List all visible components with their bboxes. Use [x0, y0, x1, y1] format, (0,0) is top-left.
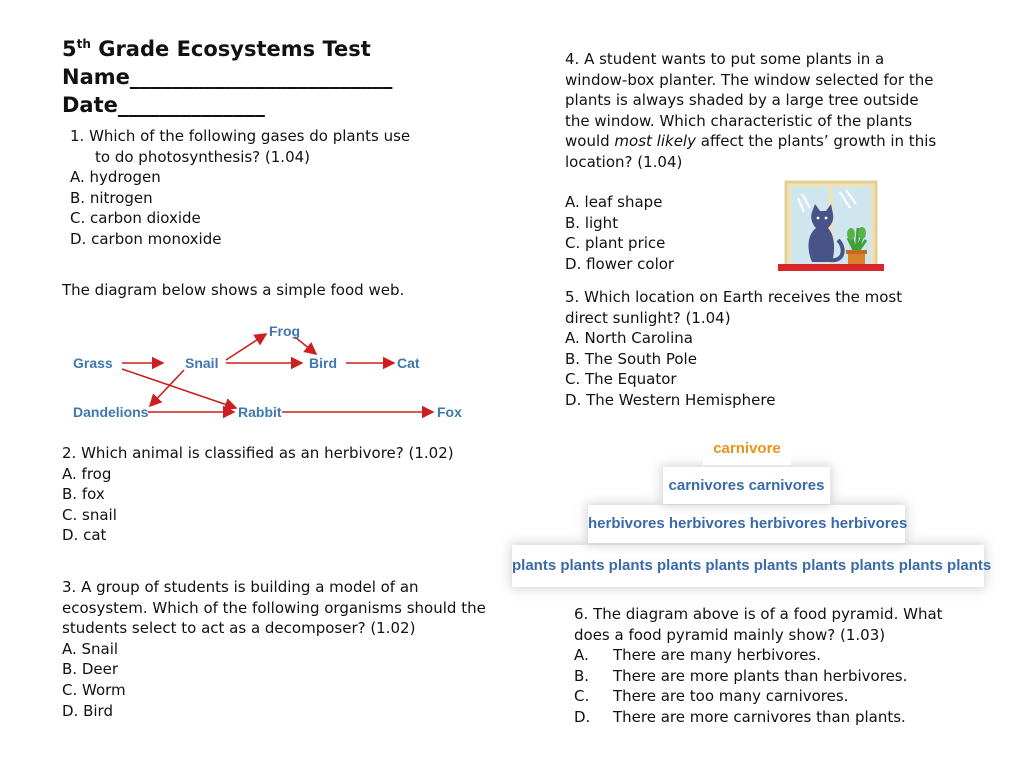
q6-option-a[interactable]: A. There are many herbivores. — [574, 646, 822, 665]
q5-option-d[interactable]: D. The Western Hemisphere — [565, 390, 776, 409]
q2-option-d[interactable]: D. cat — [62, 526, 107, 545]
q6-option-d[interactable]: D. There are more carnivores than plants. — [574, 707, 906, 726]
q5-stem-line1: 5. Which location on Earth receives the most — [565, 288, 903, 306]
q4-stem-line5: would most likely affect the plants’ growth in this — [565, 132, 937, 151]
q6-option-c[interactable]: C. There are too many carnivores. — [574, 687, 849, 706]
q3-option-b[interactable]: B. Deer — [62, 660, 119, 679]
food-pyramid — [512, 430, 992, 590]
q3-option-d[interactable]: D. Bird — [62, 701, 113, 720]
q3-stem-line1: 3. A group of students is building a model of an — [62, 578, 419, 596]
q5-option-c[interactable]: C. The Equator — [565, 370, 677, 389]
q1-options — [70, 167, 221, 249]
q2-stem: 2. Which animal is classified as an herbivore? (1.02) — [62, 444, 454, 462]
q1-option-b[interactable]: B. nitrogen — [70, 188, 153, 207]
question-5 — [565, 287, 902, 411]
cat-window-image — [776, 178, 886, 274]
name-field-line[interactable]: Name_________________________ — [62, 65, 393, 89]
arrow-frog-bird — [295, 337, 316, 354]
q5-option-a[interactable]: A. North Carolina — [565, 329, 693, 348]
q2-option-c[interactable]: C. snail — [62, 505, 117, 524]
node-dandelions: Dandelions — [73, 404, 149, 420]
question-1 — [70, 126, 410, 167]
q1-stem-line1: 1. Which of the following gases do plants use — [70, 127, 411, 145]
q1-option-d[interactable]: D. carbon monoxide — [70, 229, 222, 248]
q4-option-c[interactable]: C. plant price — [565, 234, 666, 253]
q4-stem-line3: plants is always shaded by a large tree outside — [565, 91, 919, 110]
node-cat: Cat — [397, 355, 420, 371]
food-web-diagram — [60, 318, 480, 428]
q4-option-a[interactable]: A. leaf shape — [565, 193, 663, 211]
q1-option-c[interactable]: C. carbon dioxide — [70, 209, 201, 228]
node-grass: Grass — [73, 355, 113, 371]
q3-option-a[interactable]: A. Snail — [62, 639, 119, 658]
q5-option-b[interactable]: B. The South Pole — [565, 349, 697, 368]
node-snail: Snail — [185, 355, 219, 371]
q2-option-b[interactable]: B. fox — [62, 485, 105, 504]
node-rabbit: Rabbit — [238, 404, 282, 420]
test-header — [62, 30, 392, 119]
node-bird: Bird — [309, 355, 337, 371]
q4-stem-line4: the window. Which characteristic of the plants — [565, 111, 913, 130]
food-web-intro: The diagram below shows a simple food web. — [62, 281, 405, 299]
test-title: 5th Grade Ecosystems Test — [62, 37, 371, 61]
question-2 — [62, 443, 454, 546]
q4-stem-line6: location? (1.04) — [565, 152, 683, 171]
arrow-snail-frog — [226, 334, 266, 360]
q4-option-b[interactable]: B. light — [565, 213, 619, 232]
q6-stem-line2: does a food pyramid mainly show? (1.03) — [574, 625, 886, 644]
date-field-line[interactable]: Date______________ — [62, 93, 265, 117]
q6-option-b[interactable]: B. There are more plants than herbivores. — [574, 666, 908, 685]
pyramid-level-herbivores: herbivores herbivores herbivores herbivores — [588, 505, 905, 543]
q2-option-a[interactable]: A. frog — [62, 464, 112, 483]
question-3 — [62, 577, 486, 721]
q1-stem-line2: to do photosynthesis? (1.04) — [95, 147, 311, 166]
q3-option-c[interactable]: C. Worm — [62, 680, 126, 699]
q6-stem-line1: 6. The diagram above is of a food pyramid. What — [574, 605, 943, 623]
q4-option-d[interactable]: D. flower color — [565, 254, 675, 273]
node-fox: Fox — [437, 404, 462, 420]
pyramid-level-carnivores: carnivores carnivores — [663, 467, 830, 504]
q3-stem-line2: ecosystem. Which of the following organisms should the — [62, 598, 486, 617]
question-6 — [574, 604, 943, 728]
q5-stem-line2: direct sunlight? (1.04) — [565, 308, 731, 327]
question-4 — [565, 49, 936, 173]
q4-stem-line1: 4. A student wants to put some plants in a — [565, 50, 885, 68]
q1-option-a[interactable]: A. hydrogen — [70, 168, 161, 186]
node-frog: Frog — [269, 323, 301, 339]
q3-stem-line3: students select to act as a decomposer? (1.02) — [62, 619, 416, 638]
q4-options — [565, 192, 674, 274]
pyramid-level-top-carnivore: carnivore — [703, 432, 791, 465]
pyramid-level-plants: plants plants plants plants plants plants plants plants plants plants — [512, 545, 984, 587]
q4-stem-line2: window-box planter. The window selected for the — [565, 70, 934, 89]
